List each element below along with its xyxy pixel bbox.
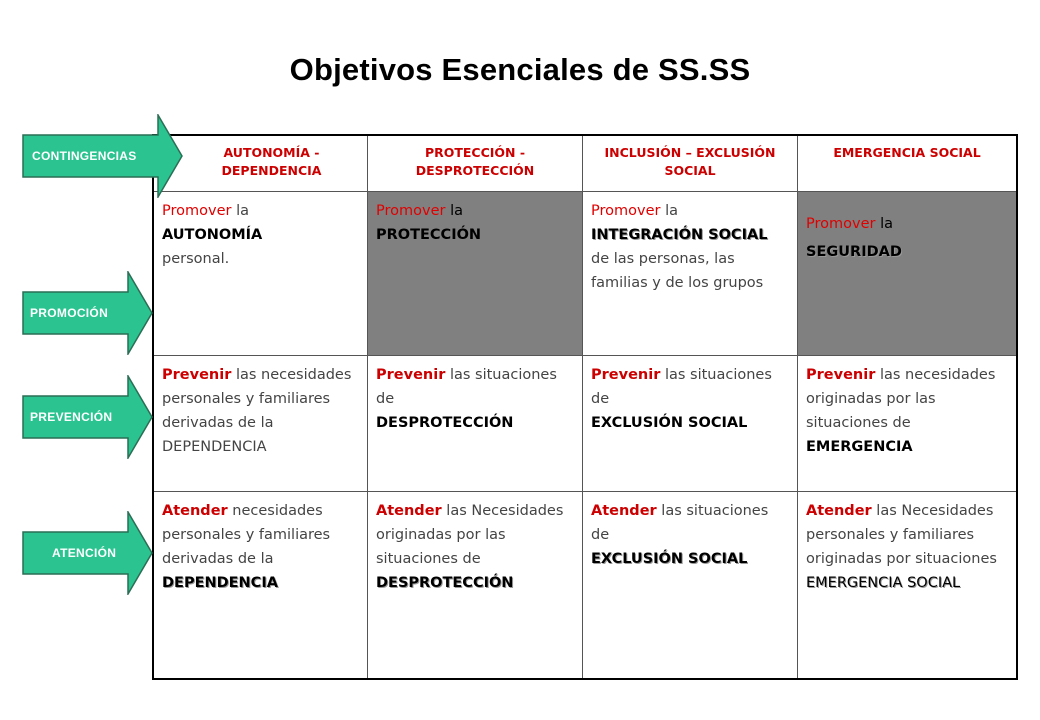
verb: Promover: [376, 203, 446, 219]
keyword: EXCLUSIÓN SOCIAL: [591, 415, 748, 431]
arrow-prevencion: [22, 375, 154, 459]
cell-atencion-autonomia: [154, 492, 368, 678]
verb: Prevenir: [591, 367, 661, 383]
text: las situaciones de: [591, 503, 769, 543]
text: las situaciones de: [591, 367, 772, 407]
header-autonomia-line2: DEPENDENCIA: [221, 163, 322, 178]
keyword: SEGURIDAD: [806, 244, 902, 260]
arrow-promocion-label: PROMOCIÓN: [30, 306, 109, 320]
keyword: EXCLUSIÓN SOCIAL: [591, 551, 748, 567]
verb: Atender: [806, 503, 872, 519]
cell-promocion-emergencia: [798, 192, 1016, 356]
arrow-contingencias-label: CONTINGENCIAS: [32, 149, 137, 163]
arrow-contingencias: [22, 114, 184, 198]
header-emergencia-line1: EMERGENCIA SOCIAL: [833, 145, 981, 160]
text: las Necesidades originadas por las situaciones de: [376, 503, 564, 567]
keyword: EMERGENCIA: [806, 439, 913, 455]
arrow-atencion-label: ATENCIÓN: [52, 546, 117, 560]
keyword: EMERGENCIA SOCIAL: [806, 575, 961, 591]
cell-atencion-emergencia: [798, 492, 1016, 678]
arrow-promocion: [22, 271, 154, 355]
cell-prevencion-autonomia: [154, 356, 368, 492]
text: de las personas, las familias y de los grupos: [591, 251, 764, 291]
keyword: DESPROTECCIÓN: [376, 415, 514, 431]
verb: Atender: [162, 503, 228, 519]
text: las necesidades personales y familiares derivadas de la DEPENDENCIA: [162, 367, 352, 455]
arrow-atencion: [22, 511, 154, 595]
connector: la: [875, 216, 893, 232]
verb: Promover: [162, 203, 232, 219]
connector: la: [660, 203, 678, 219]
verb: Prevenir: [376, 367, 446, 383]
verb: Prevenir: [806, 367, 876, 383]
text: personal.: [162, 251, 230, 267]
header-proteccion-line1: PROTECCIÓN -: [424, 145, 526, 160]
header-autonomia-line1: AUTONOMÍA -: [223, 145, 320, 160]
cell-atencion-inclusion: [583, 492, 798, 678]
cell-prevencion-inclusion: [583, 356, 798, 492]
verb: Promover: [591, 203, 661, 219]
header-inclusion-line2: SOCIAL: [664, 163, 716, 178]
keyword: PROTECCIÓN: [376, 227, 482, 243]
header-inclusion: [583, 136, 798, 192]
cell-promocion-proteccion: [368, 192, 583, 356]
cell-atencion-proteccion: [368, 492, 583, 678]
arrow-prevencion-label: PREVENCIÓN: [30, 410, 113, 424]
verb: Atender: [376, 503, 442, 519]
header-autonomia: [154, 136, 368, 192]
page-title: Objetivos Esenciales de SS.SS: [289, 52, 751, 87]
cell-prevencion-emergencia: [798, 356, 1016, 492]
header-emergencia: [798, 136, 1016, 192]
text: necesidades personales y familiares derivadas de la: [162, 503, 331, 567]
header-proteccion-line2: DESPROTECCIÓN: [415, 163, 535, 178]
verb: Promover: [806, 216, 876, 232]
cell-promocion-autonomia: [154, 192, 368, 356]
objectives-table: [152, 134, 1018, 680]
keyword: DEPENDENCIA: [162, 575, 278, 591]
text: las necesidades originadas por las situaciones de: [806, 367, 996, 431]
cell-prevencion-proteccion: [368, 356, 583, 492]
cell-promocion-inclusion: [583, 192, 798, 356]
text: las Necesidades personales y familiares originadas por situaciones: [806, 503, 997, 567]
header-inclusion-line1: INCLUSIÓN – EXCLUSIÓN: [604, 145, 776, 160]
header-proteccion: [368, 136, 583, 192]
connector: la: [231, 203, 249, 219]
keyword: INTEGRACIÓN SOCIAL: [591, 227, 768, 243]
verb: Atender: [591, 503, 657, 519]
connector: la: [445, 203, 463, 219]
keyword: AUTONOMÍA: [162, 227, 263, 243]
verb: Prevenir: [162, 367, 232, 383]
text: las situaciones de: [376, 367, 557, 407]
keyword: DESPROTECCIÓN: [376, 575, 514, 591]
